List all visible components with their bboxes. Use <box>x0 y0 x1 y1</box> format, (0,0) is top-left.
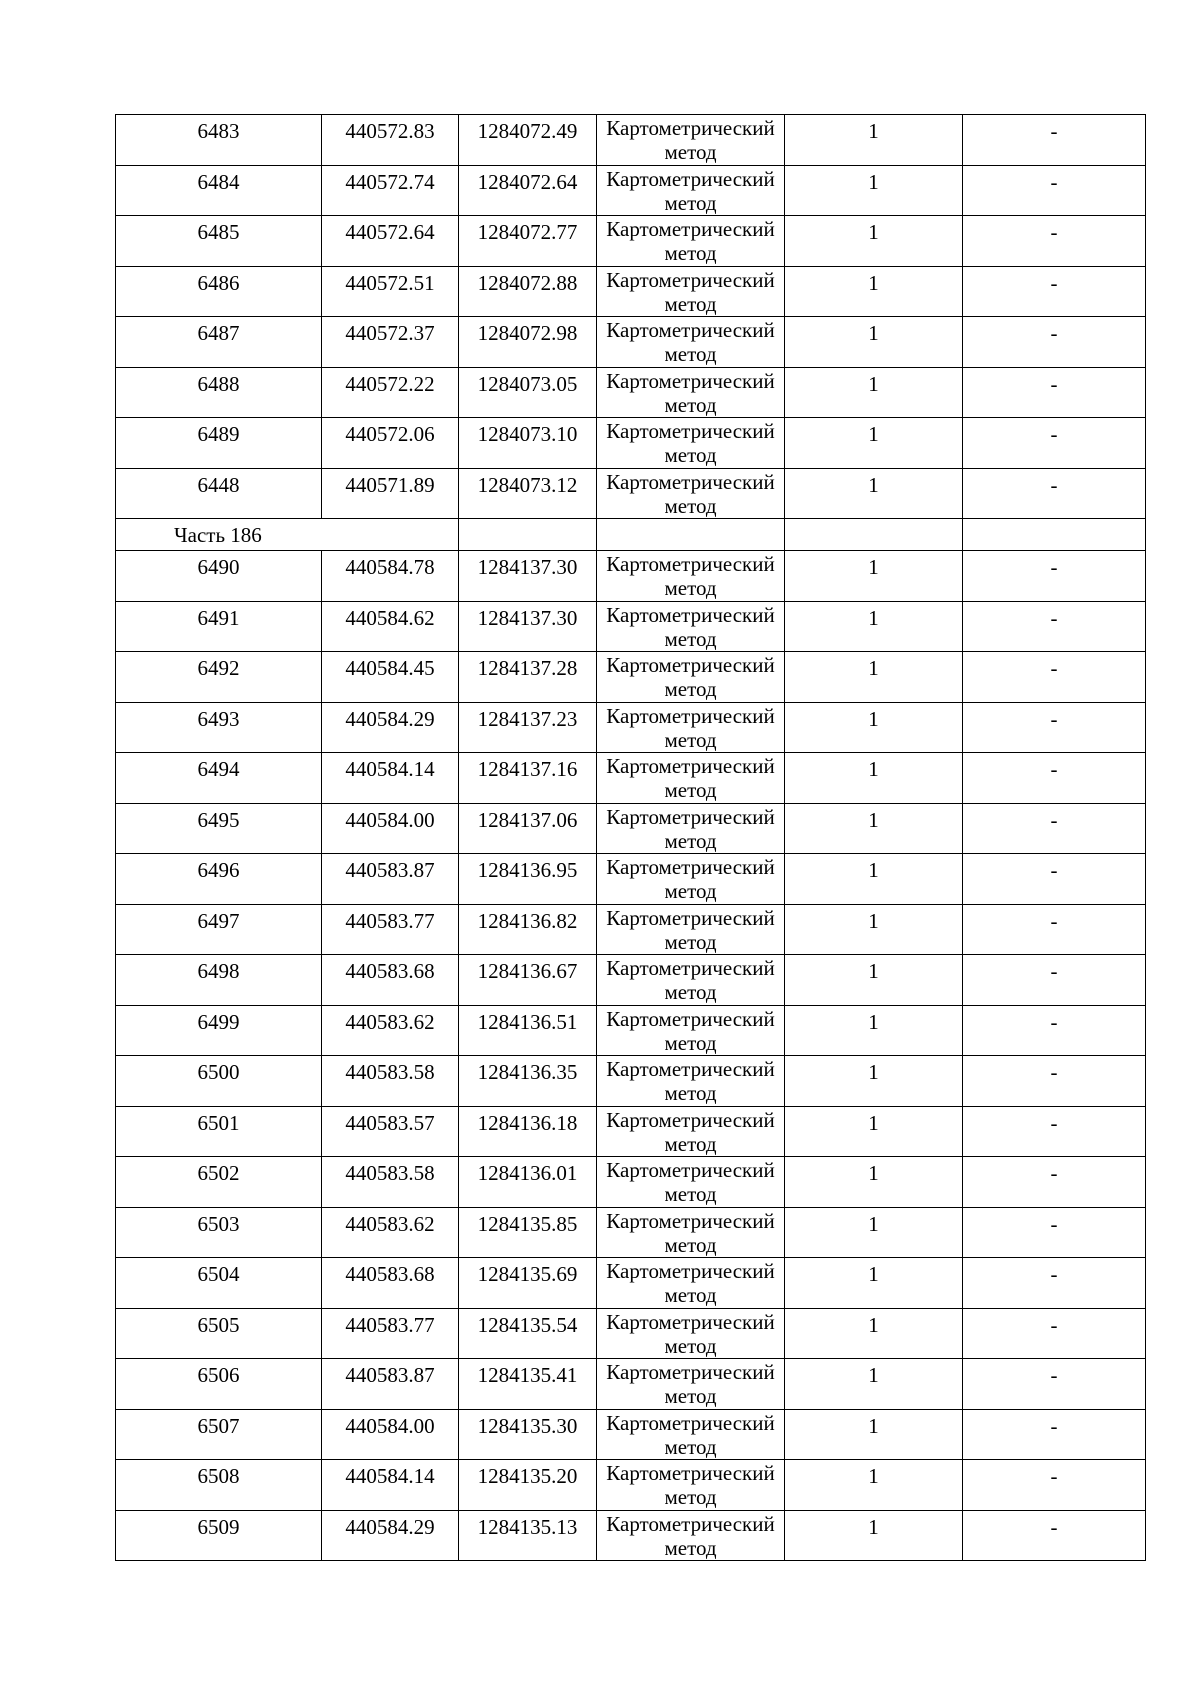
section-header-row <box>116 519 1146 551</box>
description-cell: - <box>963 955 1146 1006</box>
method-cell: Картометрический метод <box>597 1005 785 1056</box>
accuracy-cell: 1 <box>785 702 963 753</box>
description-cell: - <box>963 1510 1146 1561</box>
method-cell: Картометрический метод <box>597 652 785 703</box>
method-cell: Картометрический метод <box>597 854 785 905</box>
table-row <box>116 1005 1146 1056</box>
point-number-cell: 6491 <box>116 601 322 652</box>
method-cell: Картометрический метод <box>597 803 785 854</box>
accuracy-cell: 1 <box>785 1207 963 1258</box>
point-number-cell: 6504 <box>116 1258 322 1309</box>
method-cell: Картометрический метод <box>597 1359 785 1410</box>
point-number-cell: 6484 <box>116 165 322 216</box>
x-coordinate-cell: 440584.45 <box>322 652 459 703</box>
point-number-cell: 6485 <box>116 216 322 267</box>
method-cell: Картометрический метод <box>597 1258 785 1309</box>
x-coordinate-cell: 440572.37 <box>322 317 459 368</box>
table-row <box>116 165 1146 216</box>
point-number-cell: 6494 <box>116 753 322 804</box>
method-cell: Картометрический метод <box>597 601 785 652</box>
x-coordinate-cell: 440583.58 <box>322 1157 459 1208</box>
section-empty-cell <box>322 519 459 551</box>
point-number-cell: 6498 <box>116 955 322 1006</box>
method-cell: Картометрический метод <box>597 1056 785 1107</box>
description-cell: - <box>963 1056 1146 1107</box>
method-cell: Картометрический метод <box>597 955 785 1006</box>
method-cell: Картометрический метод <box>597 1207 785 1258</box>
method-cell: Картометрический метод <box>597 1409 785 1460</box>
method-cell: Картометрический метод <box>597 468 785 519</box>
description-cell: - <box>963 468 1146 519</box>
accuracy-cell: 1 <box>785 1157 963 1208</box>
coordinates-table-body <box>116 115 1146 1561</box>
description-cell: - <box>963 1460 1146 1511</box>
table-row <box>116 702 1146 753</box>
description-cell: - <box>963 601 1146 652</box>
y-coordinate-cell: 1284137.16 <box>459 753 597 804</box>
point-number-cell: 6499 <box>116 1005 322 1056</box>
x-coordinate-cell: 440583.87 <box>322 1359 459 1410</box>
x-coordinate-cell: 440572.83 <box>322 115 459 166</box>
x-coordinate-cell: 440584.14 <box>322 753 459 804</box>
table-row <box>116 1106 1146 1157</box>
description-cell: - <box>963 904 1146 955</box>
table-row <box>116 1359 1146 1410</box>
x-coordinate-cell: 440572.51 <box>322 266 459 317</box>
y-coordinate-cell: 1284073.12 <box>459 468 597 519</box>
table-row <box>116 551 1146 602</box>
method-cell: Картометрический метод <box>597 165 785 216</box>
accuracy-cell: 1 <box>785 854 963 905</box>
method-cell: Картометрический метод <box>597 702 785 753</box>
description-cell: - <box>963 1409 1146 1460</box>
accuracy-cell: 1 <box>785 165 963 216</box>
x-coordinate-cell: 440583.62 <box>322 1207 459 1258</box>
method-cell: Картометрический метод <box>597 1460 785 1511</box>
table-row <box>116 904 1146 955</box>
table-row <box>116 317 1146 368</box>
y-coordinate-cell: 1284135.41 <box>459 1359 597 1410</box>
accuracy-cell: 1 <box>785 1460 963 1511</box>
table-row <box>116 1510 1146 1561</box>
description-cell: - <box>963 317 1146 368</box>
table-row <box>116 854 1146 905</box>
accuracy-cell: 1 <box>785 1106 963 1157</box>
accuracy-cell: 1 <box>785 418 963 469</box>
y-coordinate-cell: 1284135.30 <box>459 1409 597 1460</box>
document-page <box>115 114 1145 1561</box>
point-number-cell: 6495 <box>116 803 322 854</box>
x-coordinate-cell: 440584.62 <box>322 601 459 652</box>
table-row <box>116 1460 1146 1511</box>
table-row <box>116 1207 1146 1258</box>
table-row <box>116 753 1146 804</box>
description-cell: - <box>963 1005 1146 1056</box>
x-coordinate-cell: 440572.64 <box>322 216 459 267</box>
point-number-cell: 6497 <box>116 904 322 955</box>
accuracy-cell: 1 <box>785 115 963 166</box>
table-row <box>116 266 1146 317</box>
point-number-cell: 6501 <box>116 1106 322 1157</box>
x-coordinate-cell: 440583.77 <box>322 904 459 955</box>
method-cell: Картометрический метод <box>597 753 785 804</box>
method-cell: Картометрический метод <box>597 1308 785 1359</box>
method-cell: Картометрический метод <box>597 904 785 955</box>
description-cell: - <box>963 165 1146 216</box>
point-number-cell: 6448 <box>116 468 322 519</box>
method-cell: Картометрический метод <box>597 115 785 166</box>
accuracy-cell: 1 <box>785 1056 963 1107</box>
point-number-cell: 6506 <box>116 1359 322 1410</box>
accuracy-cell: 1 <box>785 1258 963 1309</box>
description-cell: - <box>963 418 1146 469</box>
point-number-cell: 6488 <box>116 367 322 418</box>
description-cell: - <box>963 1106 1146 1157</box>
y-coordinate-cell: 1284072.64 <box>459 165 597 216</box>
description-cell: - <box>963 1157 1146 1208</box>
description-cell: - <box>963 854 1146 905</box>
x-coordinate-cell: 440584.29 <box>322 702 459 753</box>
description-cell: - <box>963 753 1146 804</box>
point-number-cell: 6507 <box>116 1409 322 1460</box>
description-cell: - <box>963 115 1146 166</box>
y-coordinate-cell: 1284137.28 <box>459 652 597 703</box>
y-coordinate-cell: 1284072.77 <box>459 216 597 267</box>
description-cell: - <box>963 803 1146 854</box>
y-coordinate-cell: 1284137.23 <box>459 702 597 753</box>
accuracy-cell: 1 <box>785 753 963 804</box>
point-number-cell: 6483 <box>116 115 322 166</box>
point-number-cell: 6496 <box>116 854 322 905</box>
accuracy-cell: 1 <box>785 601 963 652</box>
point-number-cell: 6502 <box>116 1157 322 1208</box>
table-row <box>116 216 1146 267</box>
point-number-cell: 6509 <box>116 1510 322 1561</box>
method-cell: Картометрический метод <box>597 1106 785 1157</box>
accuracy-cell: 1 <box>785 468 963 519</box>
point-number-cell: 6487 <box>116 317 322 368</box>
table-row <box>116 803 1146 854</box>
y-coordinate-cell: 1284072.88 <box>459 266 597 317</box>
accuracy-cell: 1 <box>785 551 963 602</box>
method-cell: Картометрический метод <box>597 367 785 418</box>
accuracy-cell: 1 <box>785 955 963 1006</box>
x-coordinate-cell: 440584.29 <box>322 1510 459 1561</box>
table-row <box>116 115 1146 166</box>
y-coordinate-cell: 1284135.13 <box>459 1510 597 1561</box>
x-coordinate-cell: 440583.68 <box>322 1258 459 1309</box>
x-coordinate-cell: 440572.22 <box>322 367 459 418</box>
table-row <box>116 468 1146 519</box>
method-cell: Картометрический метод <box>597 266 785 317</box>
point-number-cell: 6489 <box>116 418 322 469</box>
y-coordinate-cell: 1284136.35 <box>459 1056 597 1107</box>
accuracy-cell: 1 <box>785 1409 963 1460</box>
description-cell: - <box>963 1359 1146 1410</box>
point-number-cell: 6492 <box>116 652 322 703</box>
description-cell: - <box>963 266 1146 317</box>
y-coordinate-cell: 1284135.85 <box>459 1207 597 1258</box>
x-coordinate-cell: 440584.78 <box>322 551 459 602</box>
x-coordinate-cell: 440572.74 <box>322 165 459 216</box>
table-row <box>116 1056 1146 1107</box>
method-cell: Картометрический метод <box>597 216 785 267</box>
section-empty-cell <box>597 519 785 551</box>
point-number-cell: 6493 <box>116 702 322 753</box>
table-row <box>116 1409 1146 1460</box>
point-number-cell: 6503 <box>116 1207 322 1258</box>
x-coordinate-cell: 440583.57 <box>322 1106 459 1157</box>
description-cell: - <box>963 216 1146 267</box>
y-coordinate-cell: 1284073.05 <box>459 367 597 418</box>
coordinates-table <box>115 114 1146 1561</box>
y-coordinate-cell: 1284136.95 <box>459 854 597 905</box>
x-coordinate-cell: 440583.62 <box>322 1005 459 1056</box>
y-coordinate-cell: 1284135.20 <box>459 1460 597 1511</box>
x-coordinate-cell: 440584.14 <box>322 1460 459 1511</box>
y-coordinate-cell: 1284137.30 <box>459 601 597 652</box>
section-label: Часть 186 <box>116 519 322 551</box>
y-coordinate-cell: 1284072.49 <box>459 115 597 166</box>
y-coordinate-cell: 1284135.69 <box>459 1258 597 1309</box>
section-empty-cell <box>963 519 1146 551</box>
accuracy-cell: 1 <box>785 266 963 317</box>
y-coordinate-cell: 1284073.10 <box>459 418 597 469</box>
x-coordinate-cell: 440584.00 <box>322 1409 459 1460</box>
description-cell: - <box>963 702 1146 753</box>
method-cell: Картометрический метод <box>597 1510 785 1561</box>
accuracy-cell: 1 <box>785 652 963 703</box>
y-coordinate-cell: 1284137.30 <box>459 551 597 602</box>
accuracy-cell: 1 <box>785 367 963 418</box>
table-row <box>116 1308 1146 1359</box>
point-number-cell: 6486 <box>116 266 322 317</box>
description-cell: - <box>963 1207 1146 1258</box>
x-coordinate-cell: 440571.89 <box>322 468 459 519</box>
method-cell: Картометрический метод <box>597 1157 785 1208</box>
section-empty-cell <box>785 519 963 551</box>
y-coordinate-cell: 1284135.54 <box>459 1308 597 1359</box>
description-cell: - <box>963 367 1146 418</box>
y-coordinate-cell: 1284137.06 <box>459 803 597 854</box>
y-coordinate-cell: 1284136.67 <box>459 955 597 1006</box>
method-cell: Картометрический метод <box>597 317 785 368</box>
accuracy-cell: 1 <box>785 904 963 955</box>
accuracy-cell: 1 <box>785 216 963 267</box>
table-row <box>116 601 1146 652</box>
table-row <box>116 652 1146 703</box>
method-cell: Картометрический метод <box>597 551 785 602</box>
accuracy-cell: 1 <box>785 317 963 368</box>
method-cell: Картометрический метод <box>597 418 785 469</box>
y-coordinate-cell: 1284136.82 <box>459 904 597 955</box>
y-coordinate-cell: 1284072.98 <box>459 317 597 368</box>
x-coordinate-cell: 440572.06 <box>322 418 459 469</box>
y-coordinate-cell: 1284136.01 <box>459 1157 597 1208</box>
description-cell: - <box>963 652 1146 703</box>
y-coordinate-cell: 1284136.51 <box>459 1005 597 1056</box>
x-coordinate-cell: 440583.87 <box>322 854 459 905</box>
x-coordinate-cell: 440583.68 <box>322 955 459 1006</box>
table-row <box>116 1258 1146 1309</box>
accuracy-cell: 1 <box>785 1510 963 1561</box>
point-number-cell: 6500 <box>116 1056 322 1107</box>
point-number-cell: 6505 <box>116 1308 322 1359</box>
description-cell: - <box>963 1258 1146 1309</box>
description-cell: - <box>963 1308 1146 1359</box>
table-row <box>116 418 1146 469</box>
table-row <box>116 367 1146 418</box>
accuracy-cell: 1 <box>785 1359 963 1410</box>
section-empty-cell <box>459 519 597 551</box>
y-coordinate-cell: 1284136.18 <box>459 1106 597 1157</box>
accuracy-cell: 1 <box>785 1308 963 1359</box>
table-row <box>116 1157 1146 1208</box>
x-coordinate-cell: 440583.58 <box>322 1056 459 1107</box>
x-coordinate-cell: 440583.77 <box>322 1308 459 1359</box>
description-cell: - <box>963 551 1146 602</box>
accuracy-cell: 1 <box>785 1005 963 1056</box>
table-row <box>116 955 1146 1006</box>
accuracy-cell: 1 <box>785 803 963 854</box>
point-number-cell: 6508 <box>116 1460 322 1511</box>
x-coordinate-cell: 440584.00 <box>322 803 459 854</box>
point-number-cell: 6490 <box>116 551 322 602</box>
